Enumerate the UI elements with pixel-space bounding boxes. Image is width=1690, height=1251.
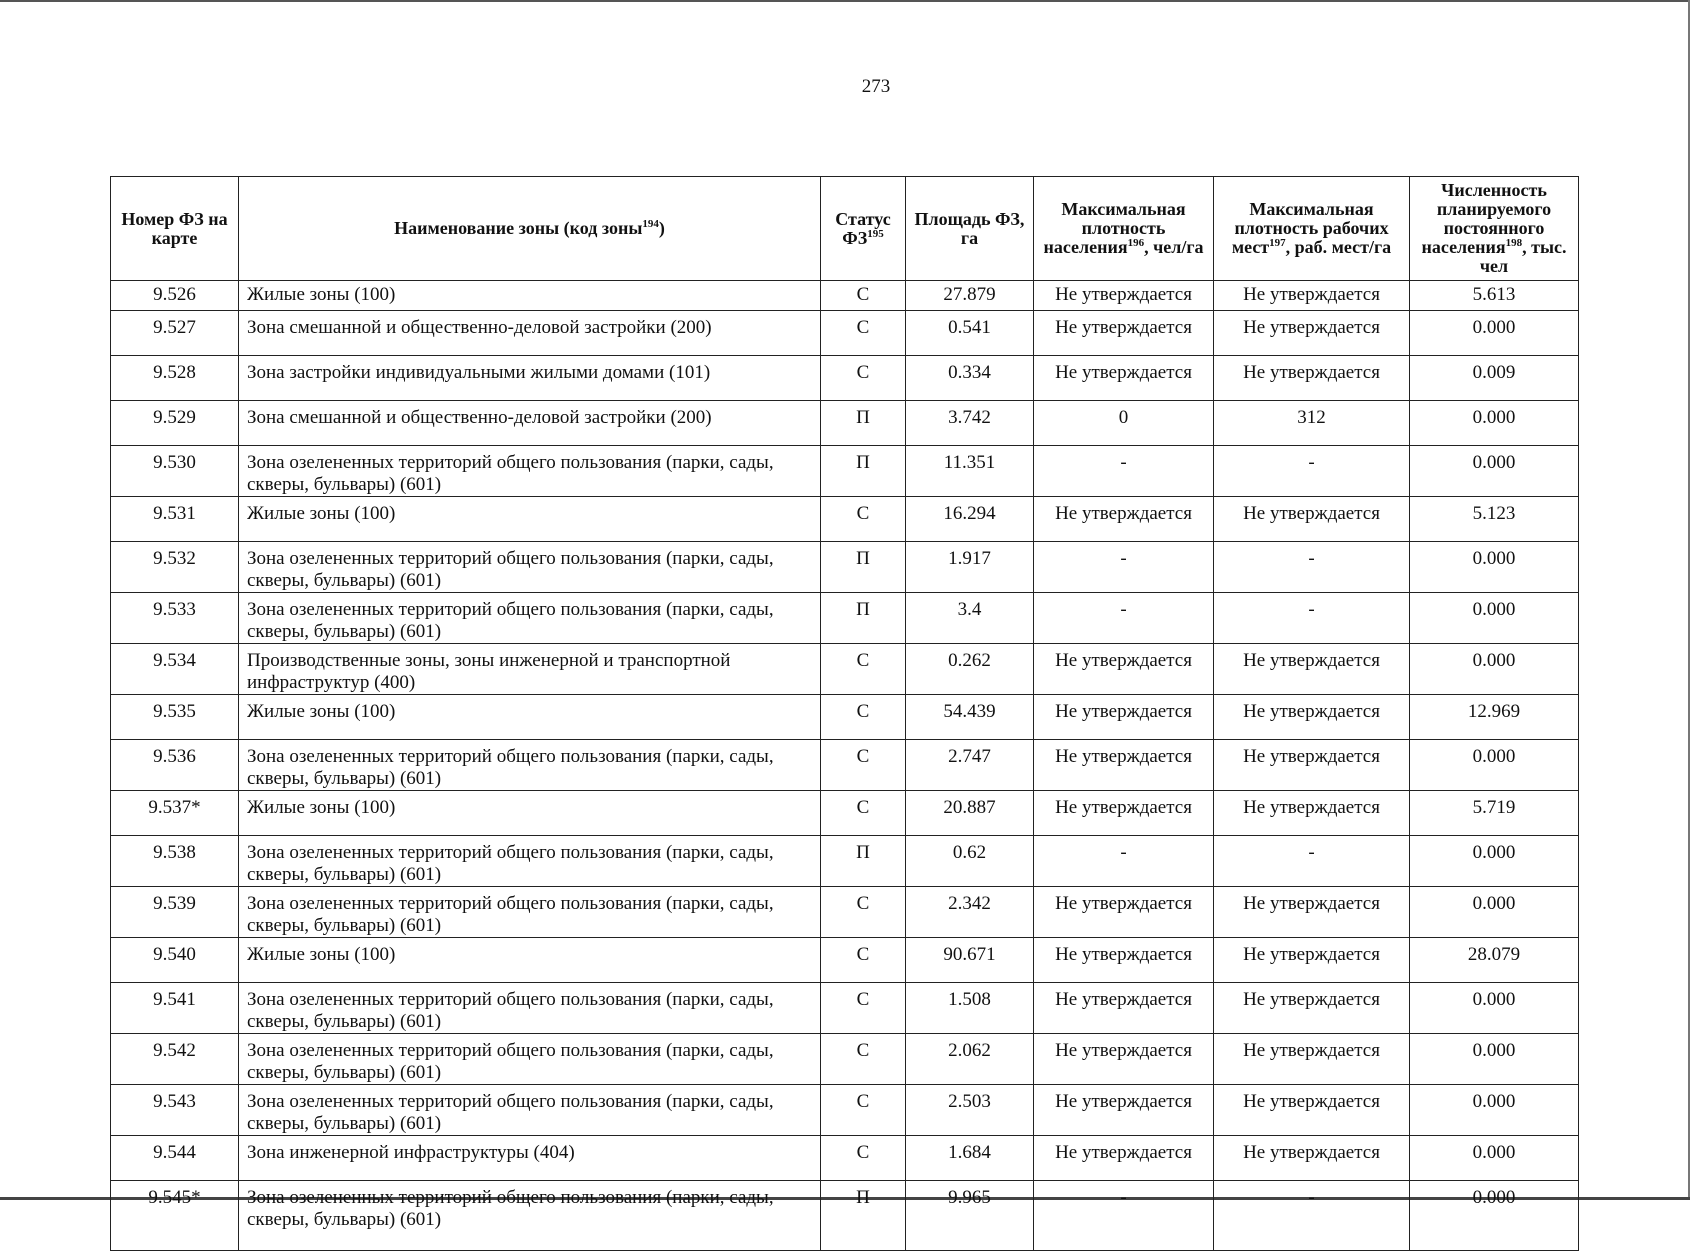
- job-density-cell: Не утверждается: [1214, 938, 1410, 983]
- area-cell: 0.541: [906, 311, 1034, 356]
- job-density-cell: Не утверждается: [1214, 983, 1410, 1034]
- population-density-cell: -: [1034, 1181, 1214, 1251]
- population-density-cell: -: [1034, 593, 1214, 644]
- job-density-cell: -: [1214, 1181, 1410, 1251]
- zone-name-cell: Зона озелененных территорий общего пользования (парки, сады, скверы, бульвары) (601): [239, 542, 821, 593]
- area-cell: 2.342: [906, 887, 1034, 938]
- zone-name-cell: Жилые зоны (100): [239, 938, 821, 983]
- status-cell: С: [821, 1136, 906, 1181]
- planned-population-cell: 0.000: [1410, 740, 1579, 791]
- zone-name-cell: Зона озелененных территорий общего пользования (парки, сады, скверы, бульвары) (601): [239, 836, 821, 887]
- area-cell: 3.742: [906, 401, 1034, 446]
- header-population-density: Максимальная плотность населения$^{196}$, чел/га: [1034, 177, 1214, 281]
- area-cell: 11.351: [906, 446, 1034, 497]
- zone-number-cell: 9.532: [111, 542, 239, 593]
- zone-name-cell: Жилые зоны (100): [239, 695, 821, 740]
- table-row: [111, 695, 1579, 740]
- status-cell: П: [821, 593, 906, 644]
- population-density-cell: Не утверждается: [1034, 740, 1214, 791]
- header-area: Площадь ФЗ, га: [906, 177, 1034, 281]
- status-cell: П: [821, 542, 906, 593]
- zone-number-cell: 9.531: [111, 497, 239, 542]
- status-cell: С: [821, 1034, 906, 1085]
- zone-number-cell: 9.539: [111, 887, 239, 938]
- zone-name-cell: Зона озелененных территорий общего пользования (парки, сады, скверы, бульвары) (601): [239, 983, 821, 1034]
- population-density-cell: Не утверждается: [1034, 938, 1214, 983]
- status-cell: С: [821, 356, 906, 401]
- job-density-cell: Не утверждается: [1214, 311, 1410, 356]
- page-number: 273: [861, 76, 891, 97]
- status-cell: П: [821, 446, 906, 497]
- job-density-cell: -: [1214, 836, 1410, 887]
- table-row: [111, 497, 1579, 542]
- area-cell: 20.887: [906, 791, 1034, 836]
- area-cell: 16.294: [906, 497, 1034, 542]
- job-density-cell: Не утверждается: [1214, 356, 1410, 401]
- table-row: [111, 593, 1579, 644]
- header-status: Статус ФЗ$^{195}$: [821, 177, 906, 281]
- planned-population-cell: 5.123: [1410, 497, 1579, 542]
- job-density-cell: Не утверждается: [1214, 740, 1410, 791]
- zone-number-cell: 9.530: [111, 446, 239, 497]
- planned-population-cell: 0.000: [1410, 311, 1579, 356]
- table-row: [111, 938, 1579, 983]
- planned-population-cell: 0.000: [1410, 446, 1579, 497]
- header-zone-number: Номер ФЗ на карте: [111, 177, 239, 281]
- zone-number-cell: 9.527: [111, 311, 239, 356]
- job-density-cell: Не утверждается: [1214, 497, 1410, 542]
- status-cell: П: [821, 1181, 906, 1251]
- population-density-cell: Не утверждается: [1034, 281, 1214, 311]
- table-row: [111, 1136, 1579, 1181]
- job-density-cell: 312: [1214, 401, 1410, 446]
- zone-name-cell: Зона смешанной и общественно-деловой застройки (200): [239, 401, 821, 446]
- zone-number-cell: 9.526: [111, 281, 239, 311]
- zone-name-cell: Жилые зоны (100): [239, 497, 821, 542]
- table-row: [111, 446, 1579, 497]
- population-density-cell: Не утверждается: [1034, 1136, 1214, 1181]
- zone-number-cell: 9.533: [111, 593, 239, 644]
- status-cell: С: [821, 1085, 906, 1136]
- header-zone-name: Наименование зоны (код зоны$^{194}$): [239, 177, 821, 281]
- planned-population-cell: 0.000: [1410, 644, 1579, 695]
- table-row: [111, 983, 1579, 1034]
- area-cell: 3.4: [906, 593, 1034, 644]
- population-density-cell: Не утверждается: [1034, 311, 1214, 356]
- population-density-cell: Не утверждается: [1034, 983, 1214, 1034]
- planned-population-cell: 0.000: [1410, 983, 1579, 1034]
- status-cell: С: [821, 938, 906, 983]
- zone-number-cell: 9.538: [111, 836, 239, 887]
- zone-number-cell: 9.536: [111, 740, 239, 791]
- planned-population-cell: 0.000: [1410, 593, 1579, 644]
- population-density-cell: Не утверждается: [1034, 1034, 1214, 1085]
- zone-name-cell: Зона озелененных территорий общего пользования (парки, сады, скверы, бульвары) (601): [239, 1034, 821, 1085]
- population-density-cell: Не утверждается: [1034, 497, 1214, 542]
- area-cell: 0.62: [906, 836, 1034, 887]
- population-density-cell: Не утверждается: [1034, 356, 1214, 401]
- table-row: [111, 740, 1579, 791]
- planned-population-cell: 0.000: [1410, 1136, 1579, 1181]
- planned-population-cell: 0.000: [1410, 1181, 1579, 1251]
- planned-population-cell: 0.000: [1410, 542, 1579, 593]
- planned-population-cell: 0.009: [1410, 356, 1579, 401]
- zone-name-cell: Зона озелененных территорий общего пользования (парки, сады, скверы, бульвары) (601): [239, 446, 821, 497]
- zone-name-cell: Зона инженерной инфраструктуры (404): [239, 1136, 821, 1181]
- population-density-cell: -: [1034, 542, 1214, 593]
- area-cell: 1.684: [906, 1136, 1034, 1181]
- area-cell: 27.879: [906, 281, 1034, 311]
- zone-number-cell: 9.535: [111, 695, 239, 740]
- status-cell: С: [821, 497, 906, 542]
- population-density-cell: 0: [1034, 401, 1214, 446]
- status-cell: П: [821, 836, 906, 887]
- zone-number-cell: 9.540: [111, 938, 239, 983]
- planned-population-cell: 5.613: [1410, 281, 1579, 311]
- zone-number-cell: 9.528: [111, 356, 239, 401]
- zone-number-cell: 9.541: [111, 983, 239, 1034]
- table-row: [111, 356, 1579, 401]
- job-density-cell: Не утверждается: [1214, 1136, 1410, 1181]
- zone-name-cell: Зона озелененных территорий общего пользования (парки, сады, скверы, бульвары) (601): [239, 740, 821, 791]
- status-cell: С: [821, 740, 906, 791]
- zone-number-cell: 9.544: [111, 1136, 239, 1181]
- zone-name-cell: Зона озелененных территорий общего пользования (парки, сады, скверы, бульвары) (601): [239, 887, 821, 938]
- zone-number-cell: 9.534: [111, 644, 239, 695]
- population-density-cell: Не утверждается: [1034, 695, 1214, 740]
- scan-edge-top: [0, 0, 1690, 2]
- zone-name-cell: Зона застройки индивидуальными жилыми домами (101): [239, 356, 821, 401]
- zone-name-cell: Зона озелененных территорий общего пользования (парки, сады, скверы, бульвары) (601): [239, 1085, 821, 1136]
- zone-name-cell: Жилые зоны (100): [239, 791, 821, 836]
- status-cell: С: [821, 311, 906, 356]
- table-row: [111, 1181, 1579, 1251]
- zone-number-cell: 9.529: [111, 401, 239, 446]
- planned-population-cell: 0.000: [1410, 401, 1579, 446]
- table-row: [111, 887, 1579, 938]
- job-density-cell: Не утверждается: [1214, 791, 1410, 836]
- area-cell: 90.671: [906, 938, 1034, 983]
- population-density-cell: -: [1034, 836, 1214, 887]
- job-density-cell: Не утверждается: [1214, 695, 1410, 740]
- area-cell: 1.917: [906, 542, 1034, 593]
- zone-number-cell: 9.537*: [111, 791, 239, 836]
- table-row: [111, 791, 1579, 836]
- area-cell: 0.334: [906, 356, 1034, 401]
- job-density-cell: Не утверждается: [1214, 281, 1410, 311]
- zone-number-cell: 9.542: [111, 1034, 239, 1085]
- table-header-row: [111, 177, 1579, 281]
- table-row: [111, 644, 1579, 695]
- area-cell: 2.062: [906, 1034, 1034, 1085]
- table-row: [111, 281, 1579, 311]
- status-cell: П: [821, 401, 906, 446]
- zone-name-cell: Зона озелененных территорий общего пользования (парки, сады, скверы, бульвары) (601): [239, 593, 821, 644]
- area-cell: 2.747: [906, 740, 1034, 791]
- status-cell: С: [821, 644, 906, 695]
- area-cell: 2.503: [906, 1085, 1034, 1136]
- planned-population-cell: 0.000: [1410, 1085, 1579, 1136]
- zone-name-cell: Производственные зоны, зоны инженерной и транспортной инфраструктур (400): [239, 644, 821, 695]
- table-row: [111, 401, 1579, 446]
- area-cell: 1.508: [906, 983, 1034, 1034]
- zone-name-cell: Жилые зоны (100): [239, 281, 821, 311]
- status-cell: С: [821, 281, 906, 311]
- area-cell: 9.965: [906, 1181, 1034, 1251]
- zone-number-cell: 9.543: [111, 1085, 239, 1136]
- area-cell: 0.262: [906, 644, 1034, 695]
- population-density-cell: Не утверждается: [1034, 887, 1214, 938]
- table-row: [111, 836, 1579, 887]
- table-row: [111, 542, 1579, 593]
- planned-population-cell: 28.079: [1410, 938, 1579, 983]
- population-density-cell: Не утверждается: [1034, 644, 1214, 695]
- zones-table: [110, 176, 1579, 1251]
- status-cell: С: [821, 887, 906, 938]
- area-cell: 54.439: [906, 695, 1034, 740]
- zone-number-cell: 9.545*: [111, 1181, 239, 1251]
- status-cell: С: [821, 983, 906, 1034]
- planned-population-cell: 0.000: [1410, 887, 1579, 938]
- job-density-cell: Не утверждается: [1214, 1085, 1410, 1136]
- zone-name-cell: Зона озелененных территорий общего пользования (парки, сады, скверы, бульвары) (601): [239, 1181, 821, 1251]
- job-density-cell: -: [1214, 593, 1410, 644]
- population-density-cell: -: [1034, 446, 1214, 497]
- status-cell: С: [821, 791, 906, 836]
- header-planned-population: Численность планируемого постоянного населения$^{198}$, тыс. чел: [1410, 177, 1579, 281]
- population-density-cell: Не утверждается: [1034, 791, 1214, 836]
- table-row: [111, 311, 1579, 356]
- planned-population-cell: 12.969: [1410, 695, 1579, 740]
- job-density-cell: Не утверждается: [1214, 1034, 1410, 1085]
- job-density-cell: Не утверждается: [1214, 887, 1410, 938]
- zone-name-cell: Зона смешанной и общественно-деловой застройки (200): [239, 311, 821, 356]
- job-density-cell: -: [1214, 446, 1410, 497]
- status-cell: С: [821, 695, 906, 740]
- header-job-density: Максимальная плотность рабочих мест$^{197}$, раб. мест/га: [1214, 177, 1410, 281]
- population-density-cell: Не утверждается: [1034, 1085, 1214, 1136]
- planned-population-cell: 0.000: [1410, 1034, 1579, 1085]
- table-row: [111, 1034, 1579, 1085]
- table-row: [111, 1085, 1579, 1136]
- planned-population-cell: 5.719: [1410, 791, 1579, 836]
- planned-population-cell: 0.000: [1410, 836, 1579, 887]
- job-density-cell: -: [1214, 542, 1410, 593]
- job-density-cell: Не утверждается: [1214, 644, 1410, 695]
